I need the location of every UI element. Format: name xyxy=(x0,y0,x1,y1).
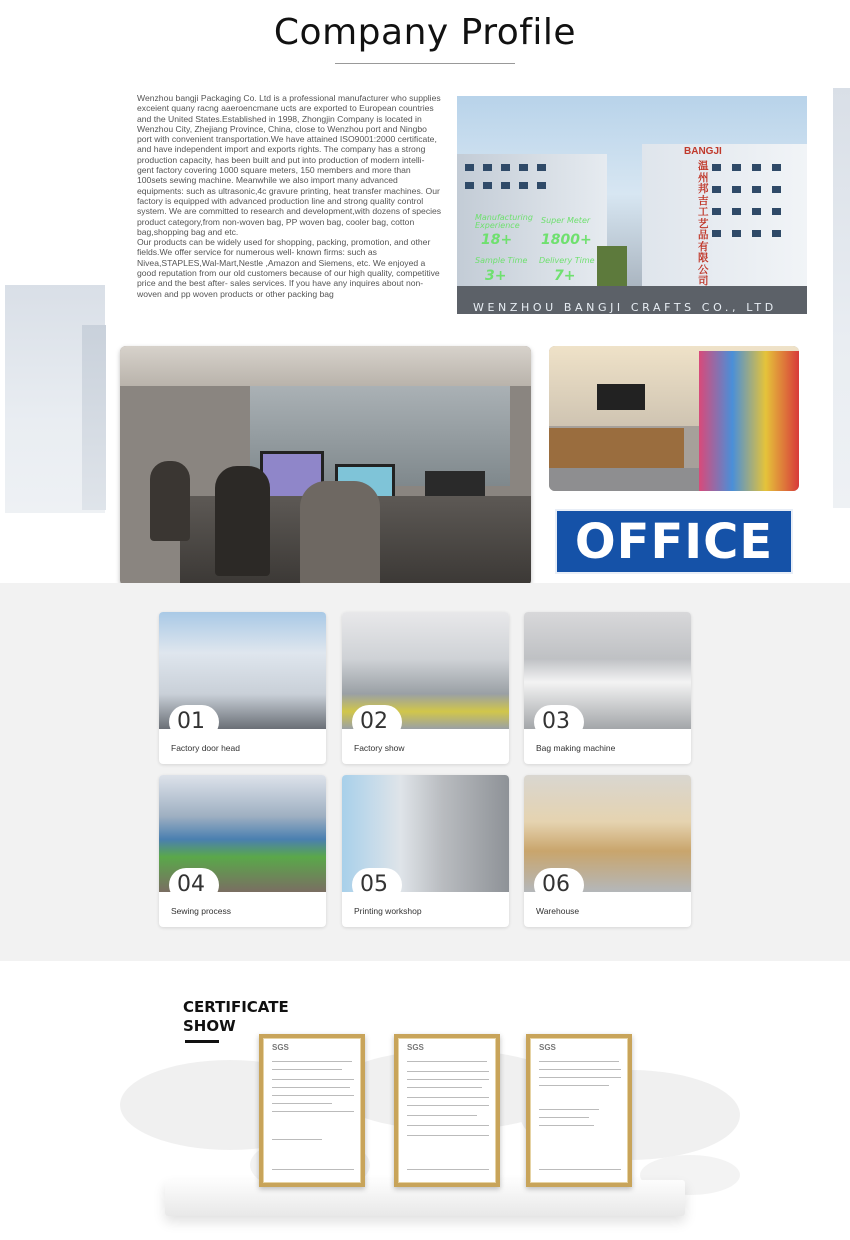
intro-paragraph-2: Our products can be widely used for shopping, packing, promotion, and other fields.We offer service for numerous well- known firms: such as Nivea,STAPLES,Wal-Mart,Nestle ,Amazon and Siemens, etc. We enjoyed a good reputation from our old customers because of our high quality, competitive price and the best after- sales services. If you have any inquires about non-woven and pp woven products or other packing bag xyxy=(137,237,440,299)
sgs-logo: SGS xyxy=(407,1043,424,1052)
office-ceiling xyxy=(120,346,531,386)
gallery-caption: Sewing process xyxy=(171,906,232,916)
gallery-card-factory-show[interactable] xyxy=(342,612,509,764)
meeting-room-tv xyxy=(597,384,645,410)
office-worker-1 xyxy=(150,461,190,541)
intro-paragraph-1: Wenzhou bangji Packaging Co. Ltd is a professional manufacturer who supplies exceient quany racng aaeroencmane ucts are exported to European countries and the United States.Established in 1998, Zhongjin Company is located in Wenzhou City, Zhejiang Province, China, close to Wenzhou port and Ningbo port with convenient transportation.We have attained ISO9001:2000 certificate, and have independent import and exports rights. The company has a strong production capacity, has been built and put into production of modern intelli- gent factory covering 1000 square meters, 150 members and more than 100sets sewing machine. Meanwhile we also import many advanced equipments: such as ultrasonic,4c gravure printing, heat transfer machines. Our factory is equipped with advanced production line and strong quality control system. We are committed to research and development,with dozens of species product category,from non-woven bag, PP woven bag, cooler bag, cotton bag,shopping bag and etc. xyxy=(137,93,442,237)
certificate-sheet xyxy=(530,1038,628,1183)
certificate-heading xyxy=(183,998,289,1036)
certificate-sheet xyxy=(398,1038,496,1183)
background-building-right xyxy=(833,88,850,508)
office-banner xyxy=(555,509,793,574)
certificate-2[interactable] xyxy=(394,1034,500,1187)
gallery-caption: Warehouse xyxy=(536,906,580,916)
gallery-number: 05 xyxy=(352,868,402,902)
stat-label-sample-time: Sample Time xyxy=(475,256,528,265)
background-building-left-2 xyxy=(82,325,106,510)
stat-value-delivery-time: 7+ xyxy=(554,268,576,284)
gallery-caption: Factory show xyxy=(354,743,405,753)
title-divider xyxy=(335,63,515,64)
office-photo-meeting-room xyxy=(549,346,799,491)
company-intro xyxy=(137,93,442,299)
office-worker-3 xyxy=(300,481,380,586)
office-photo-large xyxy=(120,346,531,586)
certificate-sheet xyxy=(263,1038,361,1183)
certificate-1[interactable] xyxy=(259,1034,365,1187)
gallery-card-printing-workshop[interactable] xyxy=(342,775,509,927)
sgs-logo: SGS xyxy=(539,1043,556,1052)
page-title: Company Profile xyxy=(273,12,577,53)
bangji-sign: BANGJI xyxy=(684,146,722,157)
hero-caption: WENZHOU BANGJI CRAFTS CO., LTD xyxy=(473,301,777,314)
gallery-card-bag-making-machine[interactable] xyxy=(524,612,691,764)
gallery-caption: Factory door head xyxy=(171,743,240,753)
meeting-table xyxy=(549,428,684,473)
gallery-card-warehouse[interactable] xyxy=(524,775,691,927)
gallery-caption: Bag making machine xyxy=(536,743,616,753)
gallery-card-factory-door[interactable] xyxy=(159,612,326,764)
gallery-card-sewing-process[interactable] xyxy=(159,775,326,927)
stat-label-delivery-time: Delivery Time xyxy=(539,256,595,265)
gallery-number: 04 xyxy=(169,868,219,902)
stat-value-super-meter: 1800+ xyxy=(541,232,592,248)
stat-label-super-meter: Super Meter xyxy=(541,216,591,225)
certificate-heading-underline xyxy=(185,1040,219,1043)
office-worker-2 xyxy=(215,466,270,576)
factory-hero-photo xyxy=(457,96,807,314)
stat-value-sample-time: 3+ xyxy=(485,268,507,284)
office-banner-text: OFFICE xyxy=(574,513,774,570)
gallery-number: 06 xyxy=(534,868,584,902)
gallery-caption: Printing workshop xyxy=(354,906,422,916)
stat-value-experience: 18+ xyxy=(481,232,513,248)
gallery-number: 03 xyxy=(534,705,584,739)
stat-label-experience: Manufacturing Experience xyxy=(475,213,533,230)
certificate-3[interactable] xyxy=(526,1034,632,1187)
certificate-heading-line2: SHOW xyxy=(183,1017,236,1035)
gallery-number: 02 xyxy=(352,705,402,739)
chinese-company-sign: 温州邦吉工艺品有限公司 xyxy=(698,160,709,287)
sample-bag-shelf xyxy=(699,351,799,491)
sgs-logo: SGS xyxy=(272,1043,289,1052)
gallery-number: 01 xyxy=(169,705,219,739)
meeting-room-floor xyxy=(549,468,699,491)
certificate-heading-line1: CERTIFICATE xyxy=(183,998,289,1016)
